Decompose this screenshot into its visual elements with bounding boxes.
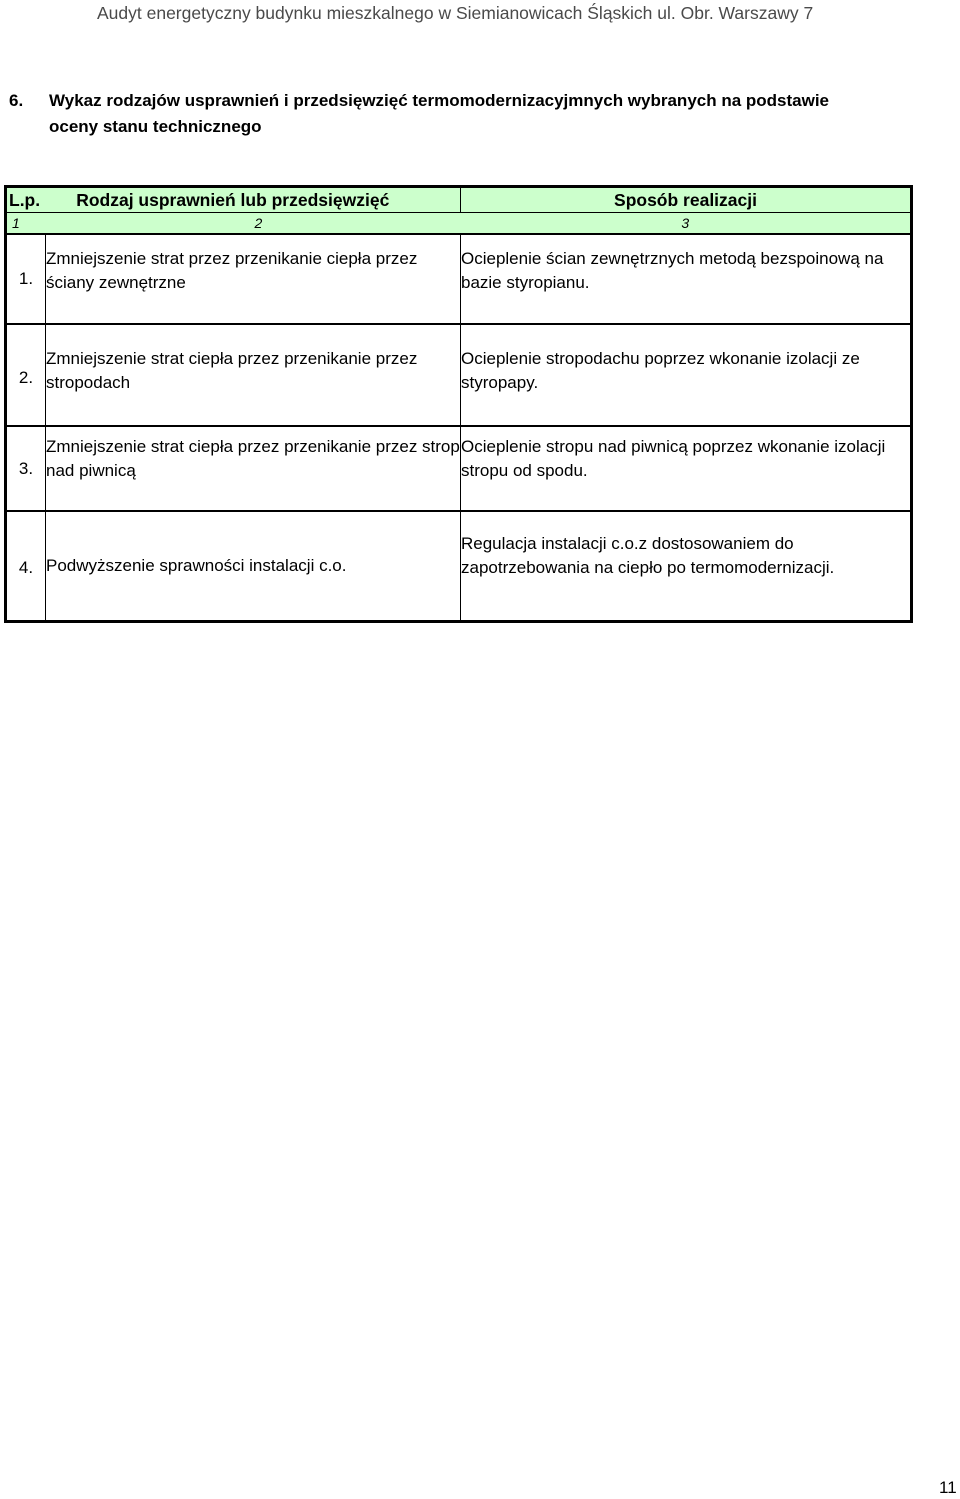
section-number: 6. <box>9 91 24 110</box>
page-number: 11 <box>939 1478 957 1497</box>
measures-table <box>4 185 913 623</box>
column-number-row <box>6 213 912 235</box>
row-kind: Zmniejszenie strat przez przenikanie ciepła przez ściany zewnętrzne <box>46 234 461 324</box>
section-title: Wykaz rodzajów usprawnień i przedsięwzięć termomodernizacyjmnych wybranych na podstawie oceny stanu technicznego <box>49 91 830 136</box>
table-row <box>6 511 912 622</box>
row-kind: Zmniejszenie strat ciepła przez przenikanie przez stropodach <box>46 324 461 426</box>
row-number: 1. <box>6 234 46 324</box>
column-number-1: 1 <box>6 213 46 235</box>
row-method: Ocieplenie stropodachu poprzez wkonanie izolacji ze styropapy. <box>461 324 912 426</box>
row-number: 2. <box>6 324 46 426</box>
table-header-row <box>6 187 912 213</box>
running-header: Audyt energetyczny budynku mieszkalnego w Siemianowicach Śląskich ul. Obr. Warszawy 7 <box>97 3 814 23</box>
row-kind: Podwyższenie sprawności instalacji c.o. <box>46 511 461 622</box>
row-number: 4. <box>6 511 46 622</box>
column-number-2: 2 <box>46 213 461 235</box>
row-kind: Zmniejszenie strat ciepła przez przenikanie przez strop nad piwnicą <box>46 426 461 511</box>
row-method: Regulacja instalacji c.o.z dostosowaniem do zapotrzebowania na ciepło po termomodernizacji. <box>461 511 912 622</box>
table-row <box>6 426 912 511</box>
header-kind: Rodzaj usprawnień lub przedsięwzięć <box>46 187 461 213</box>
table-row <box>6 324 912 426</box>
row-method: Ocieplenie stropu nad piwnicą poprzez wkonanie izolacji stropu od spodu. <box>461 426 912 511</box>
row-number: 3. <box>6 426 46 511</box>
row-method: Ocieplenie ścian zewnętrznych metodą bezspoinową na bazie styropianu. <box>461 234 912 324</box>
header-method: Sposób realizacji <box>461 187 912 213</box>
column-number-3: 3 <box>461 213 912 235</box>
header-lp: L.p. <box>6 187 46 213</box>
table-row <box>6 234 912 324</box>
